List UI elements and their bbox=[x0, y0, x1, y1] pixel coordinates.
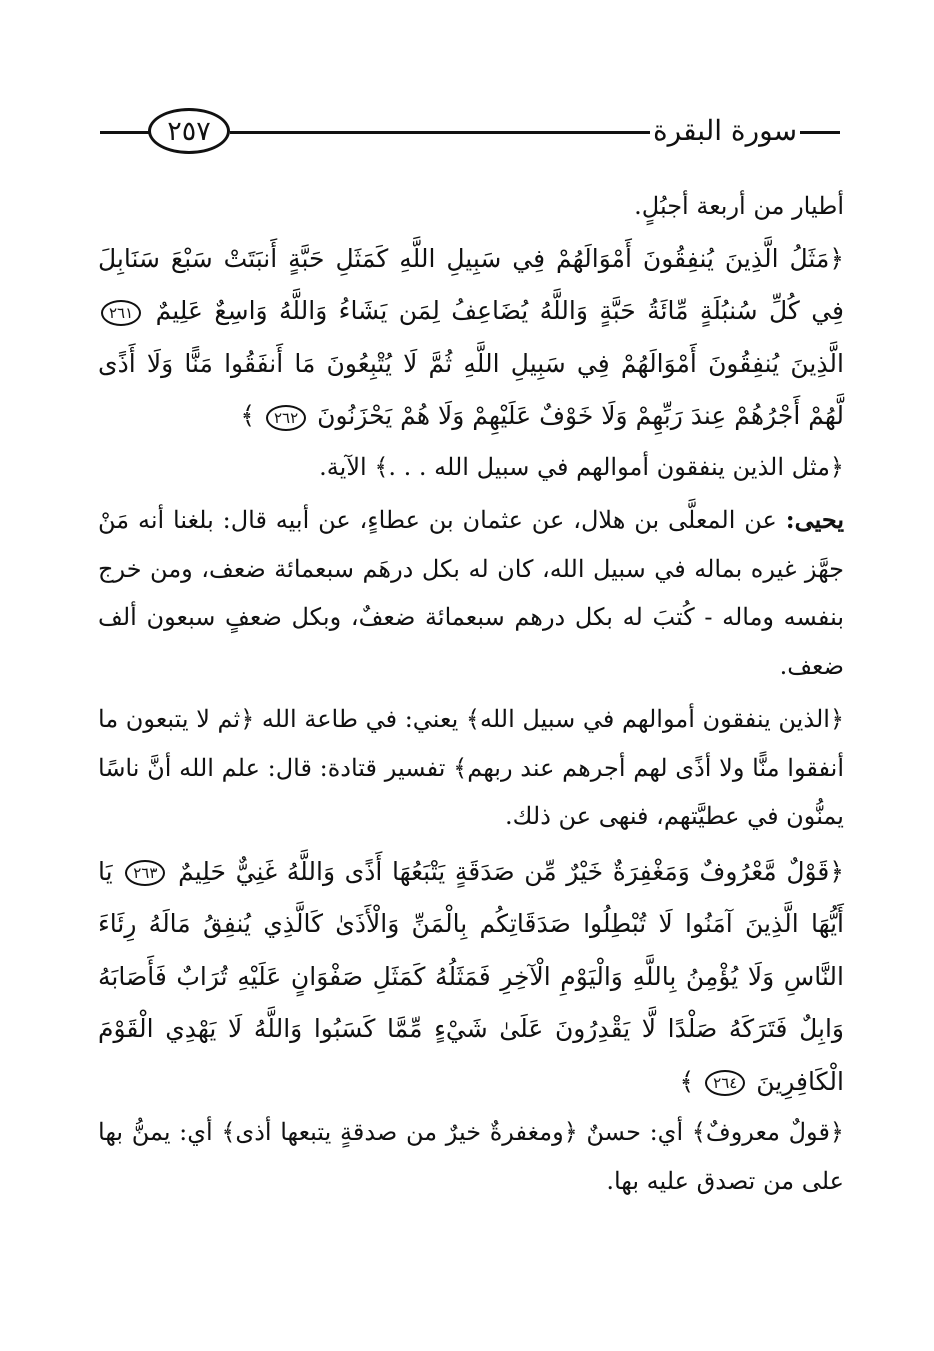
header-rule-middle bbox=[230, 131, 650, 134]
verse-text: الَّذِينَ يُنفِقُونَ أَمْوَالَهُمْ فِي سَبِيلِ اللَّهِ ثُمَّ لَا يُتْبِعُونَ مَا أَنفَقُوا مَنًّا وَلَا أَذًى لَّهُمْ أَجْرُهُمْ عِندَ رَبِّهِمْ وَلَا خَوْفٌ عَلَيْهِمْ وَلَا هُمْ يَحْزَنُونَ bbox=[98, 348, 844, 430]
quran-verse-block bbox=[98, 233, 844, 443]
closing-bracket: ﴾ bbox=[679, 1066, 695, 1096]
page-body bbox=[98, 182, 844, 1205]
page-number-oval bbox=[148, 108, 230, 154]
commentary-paragraph bbox=[98, 182, 844, 231]
ayah-number-marker: ٢٦١ bbox=[101, 300, 141, 326]
paragraph-text: عن المعلَّى بن هلال، عن عثمان بن عطاءٍ، عن أبيه قال: بلغنا أنه مَنْ جهَّز غيره بماله في سبيل الله، كان له بكل درهَم سبعمائة ضعف، ومن خرج بنفسه وماله - كُتبَ له بكل درهم سبعمائة ضعفٌ، وبكل ضعفٍ سبعون ألف ضعف. bbox=[98, 506, 845, 680]
commentary-paragraph bbox=[98, 1108, 844, 1205]
page-header bbox=[100, 100, 840, 162]
page-number: ٢٥٧ bbox=[167, 115, 211, 147]
narrator-name: يحيى: bbox=[785, 505, 844, 534]
verse-text: يَا أَيُّهَا الَّذِينَ آمَنُوا لَا تُبْطِلُوا صَدَقَاتِكُم بِالْمَنِّ وَالْأَذَىٰ كَالَّذِي يُنفِقُ مَالَهُ رِئَاءَ النَّاسِ وَلَا يُؤْمِنُ بِاللَّهِ وَالْيَوْمِ الْآخِرِ فَمَثَلُهُ كَمَثَلِ صَفْوَانٍ عَلَيْهِ تُرَابٌ فَأَصَابَهُ وَابِلٌ فَتَرَكَهُ صَلْدًا لَّا يَقْدِرُونَ عَلَىٰ شَيْءٍ مِّمَّا كَسَبُوا وَاللَّهُ لَا يَهْدِي الْقَوْمَ الْكَافِرِينَ bbox=[98, 856, 844, 1096]
paragraph-text: ﴿الذين ينفقون أموالهم في سبيل الله﴾ يعني: في طاعة الله ﴿ثم لا يتبعون ما أنفقوا منًّا ولا أذًى لهم أجرهم عند ربهم﴾ تفسير قتادة: قال: علم الله أنَّ ناسًا يمنُّون في عطيَّتهم، فنهى عن ذلك. bbox=[98, 705, 844, 830]
ayah-number-marker: ٢٦٤ bbox=[705, 1070, 745, 1096]
paragraph-text: ﴿قولٌ معروفٌ﴾ أي: حسنٌ ﴿ومغفرةٌ خيرٌ من صدقةٍ يتبعها أذى﴾ أي: يمنُّ بها على من تصدق عليه بها. bbox=[98, 1118, 844, 1195]
quran-verse-block bbox=[98, 846, 844, 1109]
commentary-paragraph bbox=[98, 695, 844, 841]
header-rule-left bbox=[100, 131, 150, 134]
verse-text: ﴿مَثَلُ الَّذِينَ يُنفِقُونَ أَمْوَالَهُمْ فِي سَبِيلِ اللَّهِ كَمَثَلِ حَبَّةٍ أَنبَتَتْ سَبْعَ سَنَابِلَ فِي كُلِّ سُنبُلَةٍ مِّائَةُ حَبَّةٍ وَاللَّهُ يُضَاعِفُ لِمَن يَشَاءُ وَاللَّهُ وَاسِعٌ عَلِيمٌ bbox=[98, 243, 844, 325]
ayah-number-marker: ٢٦٣ bbox=[125, 860, 165, 886]
commentary-paragraph bbox=[98, 496, 844, 690]
commentary-paragraph bbox=[98, 443, 844, 492]
ayah-number-marker: ٢٦٢ bbox=[266, 405, 306, 431]
verse-text: ﴿قَوْلٌ مَّعْرُوفٌ وَمَغْفِرَةٌ خَيْرٌ مِّن صَدَقَةٍ يَتْبَعُهَا أَذًى وَاللَّهُ غَنِيٌّ حَلِيمٌ bbox=[178, 856, 844, 886]
paragraph-text: أطيار من أربعة أجبُلٍ. bbox=[634, 192, 844, 220]
closing-bracket: ﴾ bbox=[240, 401, 256, 430]
paragraph-text: ﴿مثل الذين ينفقون أموالهم في سبيل الله . . .﴾ الآية. bbox=[319, 452, 844, 481]
surah-title: سورة البقرة bbox=[652, 114, 798, 147]
header-rule-right bbox=[800, 131, 840, 134]
